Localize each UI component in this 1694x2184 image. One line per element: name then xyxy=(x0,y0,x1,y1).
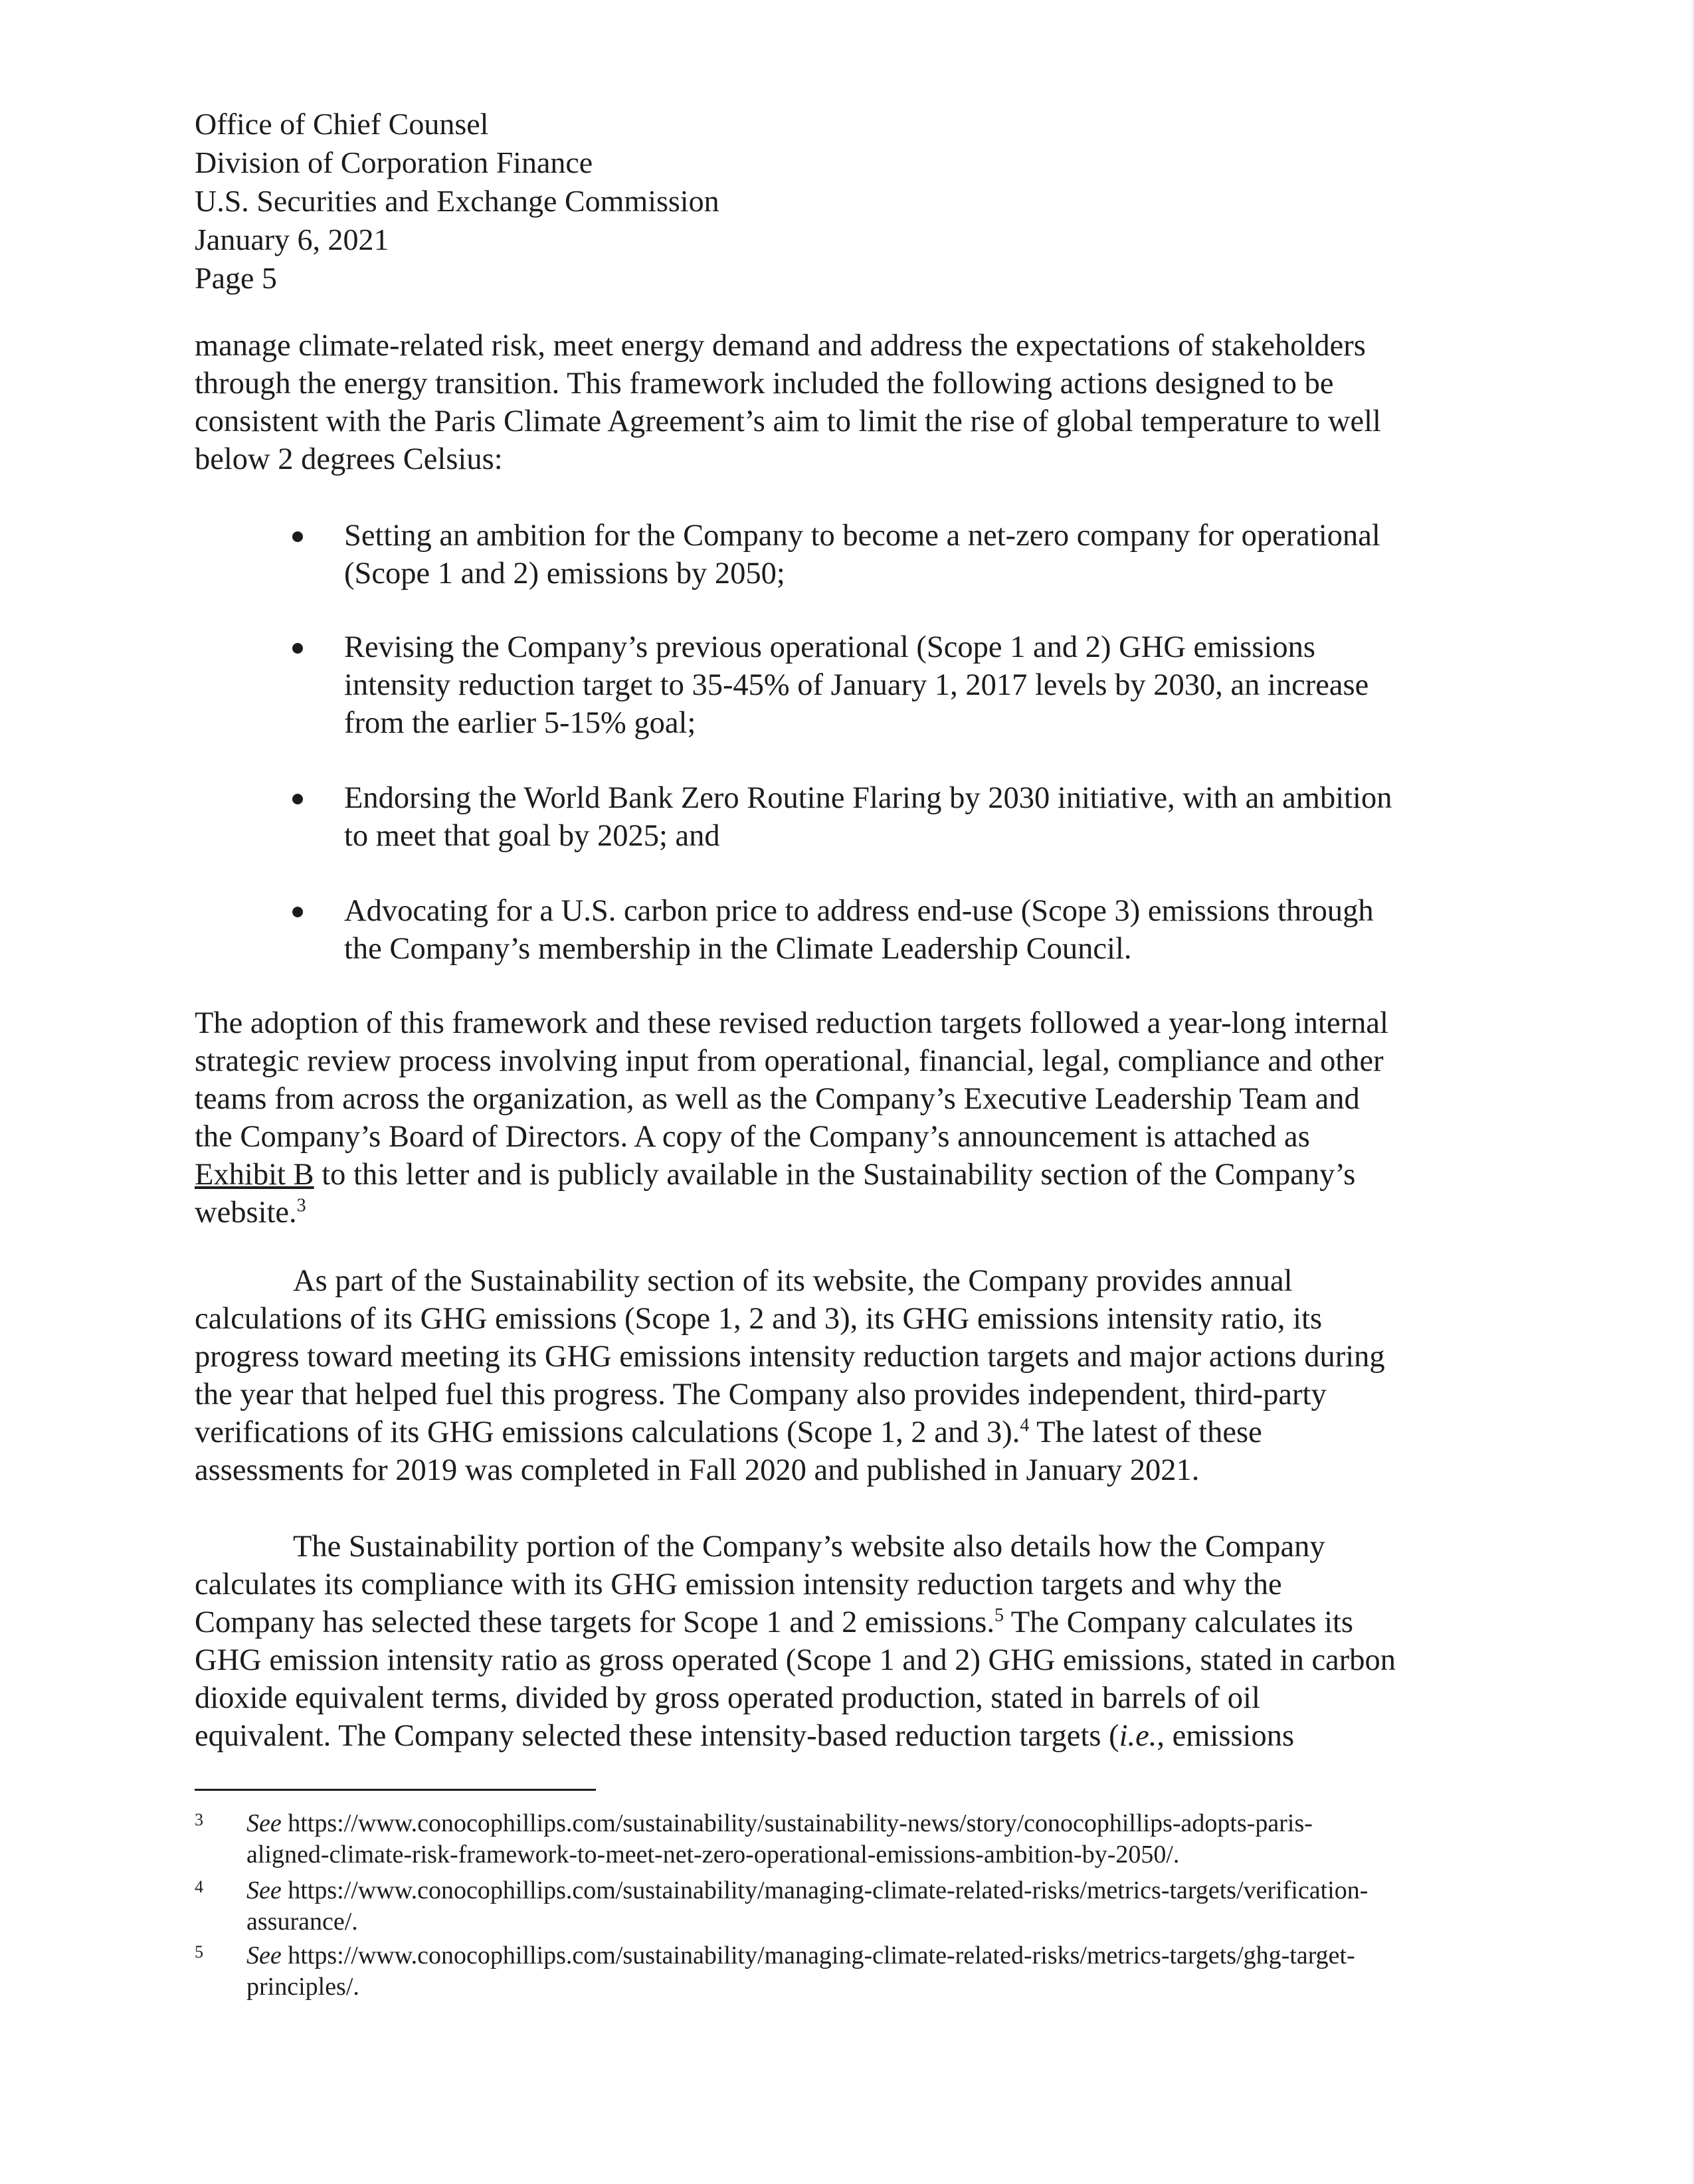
footnote-ref-4: 4 xyxy=(1020,1415,1030,1436)
paragraph-line: the year that helped fuel this progress. The Company also provides independent, third-party xyxy=(195,1378,1327,1411)
intro-paragraph xyxy=(195,327,1497,478)
paragraph-line xyxy=(195,1528,1497,1566)
footnote-line xyxy=(246,1808,1509,1839)
line-text: Company has selected these targets for Scope 1 and 2 emissions. xyxy=(195,1605,995,1639)
footnote-ref-3: 3 xyxy=(296,1195,306,1216)
header-office: Office of Chief Counsel xyxy=(195,107,489,141)
italic-ie: i.e. xyxy=(1119,1719,1157,1753)
paragraph-line: dioxide equivalent terms, divided by gross operated production, stated in barrels of oil xyxy=(195,1681,1260,1715)
paragraph-line: The adoption of this framework and these revised reduction targets followed a year-long internal xyxy=(195,1006,1388,1040)
bullet-line: intensity reduction target to 35-45% of January 1, 2017 levels by 2030, an increase xyxy=(344,668,1369,702)
intro-line: manage climate-related risk, meet energy demand and address the expectations of stakeholders xyxy=(195,329,1366,363)
line-text: The Sustainability portion of the Company’s website also details how the Company xyxy=(293,1530,1325,1564)
exhibit-b-reference: Exhibit B xyxy=(195,1158,314,1192)
bullet-icon xyxy=(292,794,303,804)
footnote-see: See xyxy=(246,1809,282,1837)
bullet-line: from the earlier 5-15% goal; xyxy=(344,706,696,740)
header-commission: U.S. Securities and Exchange Commission xyxy=(195,184,719,218)
header-date: January 6, 2021 xyxy=(195,223,389,256)
header-division: Division of Corporation Finance xyxy=(195,145,593,179)
bullet-line: the Company’s membership in the Climate Leadership Council. xyxy=(344,932,1132,966)
footnote-url-part: https://www.conocophillips.com/sustainability/managing-climate-related-risks/metrics-targets/verification- xyxy=(281,1876,1368,1904)
bullet-line: to meet that goal by 2025; and xyxy=(344,819,720,853)
footnote-see: See xyxy=(246,1876,282,1904)
bullet-line: (Scope 1 and 2) emissions by 2050; xyxy=(344,557,785,591)
line-text: The Company calculates its xyxy=(1004,1605,1354,1639)
bullet-line: Advocating for a U.S. carbon price to address end-use (Scope 3) emissions through xyxy=(344,894,1374,928)
line-text: verifications of its GHG emissions calculations (Scope 1, 2 and 3). xyxy=(195,1415,1020,1449)
paragraph-line xyxy=(195,1603,1497,1641)
paragraph-line: GHG emission intensity ratio as gross operated (Scope 1 and 2) GHG emissions, stated in carbon xyxy=(195,1643,1396,1677)
footnote-url-part: https://www.conocophillips.com/sustainability/sustainability-news/story/conocophillips-adopts-paris- xyxy=(281,1809,1313,1837)
intro-line: consistent with the Paris Climate Agreement’s aim to limit the rise of global temperature to well xyxy=(195,405,1381,438)
footnote-line: assurance/. xyxy=(246,1908,358,1936)
line-text: , emissions xyxy=(1157,1719,1295,1753)
header-page-number: Page 5 xyxy=(195,261,277,295)
line-text: to this letter and is publicly available in the Sustainability section of the Company’s xyxy=(314,1158,1356,1192)
bullet-line: Revising the Company’s previous operational (Scope 1 and 2) GHG emissions xyxy=(344,630,1315,664)
line-text: website. xyxy=(195,1196,297,1229)
bullet-line: Setting an ambition for the Company to become a net-zero company for operational xyxy=(344,519,1380,553)
paragraph-line: calculates its compliance with its GHG emission intensity reduction targets and why the xyxy=(195,1568,1282,1601)
letter-header xyxy=(195,105,719,298)
line-text: The latest of these xyxy=(1029,1415,1262,1449)
footnote-line: principles/. xyxy=(246,1973,359,2001)
footnote-see: See xyxy=(246,1942,282,1969)
footnote-line xyxy=(246,1940,1509,1971)
line-text: equivalent. The Company selected these intensity-based reduction targets ( xyxy=(195,1719,1119,1753)
intro-line: below 2 degrees Celsius: xyxy=(195,442,503,476)
bullet-icon xyxy=(292,531,303,542)
framework-adoption-paragraph xyxy=(195,1004,1497,1231)
paragraph-line xyxy=(195,1156,1497,1194)
footnote-number: 5 xyxy=(195,1942,203,1961)
bullet-icon xyxy=(292,643,303,654)
footnote-number: 4 xyxy=(195,1877,203,1896)
paragraph-line: strategic review process involving input from operational, financial, legal, compliance and other xyxy=(195,1044,1384,1078)
paragraph-line xyxy=(195,1194,1497,1231)
sustainability-paragraph xyxy=(195,1262,1497,1489)
footnote-url-part: https://www.conocophillips.com/sustainability/managing-climate-related-risks/metrics-targets/ghg-target- xyxy=(281,1942,1355,1969)
paragraph-line: assessments for 2019 was completed in Fall 2020 and published in January 2021. xyxy=(195,1453,1200,1487)
footnote-divider xyxy=(195,1789,596,1791)
footnote-line: aligned-climate-risk-framework-to-meet-net-zero-operational-emissions-ambition-by-2050/. xyxy=(246,1841,1180,1868)
footnote-number: 3 xyxy=(195,1810,203,1829)
paragraph-line xyxy=(195,1262,1497,1300)
line-text: As part of the Sustainability section of its website, the Company provides annual xyxy=(293,1264,1293,1298)
paragraph-line: the Company’s Board of Directors. A copy of the Company’s announcement is attached as xyxy=(195,1120,1310,1154)
paragraph-line xyxy=(195,1717,1497,1755)
bullet-icon xyxy=(292,907,303,917)
bullet-line: Endorsing the World Bank Zero Routine Flaring by 2030 initiative, with an ambition xyxy=(344,781,1392,815)
paragraph-line: progress toward meeting its GHG emissions intensity reduction targets and major actions during xyxy=(195,1340,1385,1374)
intensity-paragraph xyxy=(195,1528,1497,1755)
footnote-ref-5: 5 xyxy=(994,1605,1004,1626)
paragraph-line: calculations of its GHG emissions (Scope 1, 2 and 3), its GHG emissions intensity ratio, its xyxy=(195,1302,1323,1336)
intro-line: through the energy transition. This framework included the following actions designed to be xyxy=(195,367,1334,401)
scan-edge-shadow xyxy=(1690,0,1694,2184)
paragraph-line xyxy=(195,1413,1497,1451)
footnote-line xyxy=(246,1875,1509,1906)
paragraph-line: teams from across the organization, as well as the Company’s Executive Leadership Team and xyxy=(195,1082,1360,1116)
